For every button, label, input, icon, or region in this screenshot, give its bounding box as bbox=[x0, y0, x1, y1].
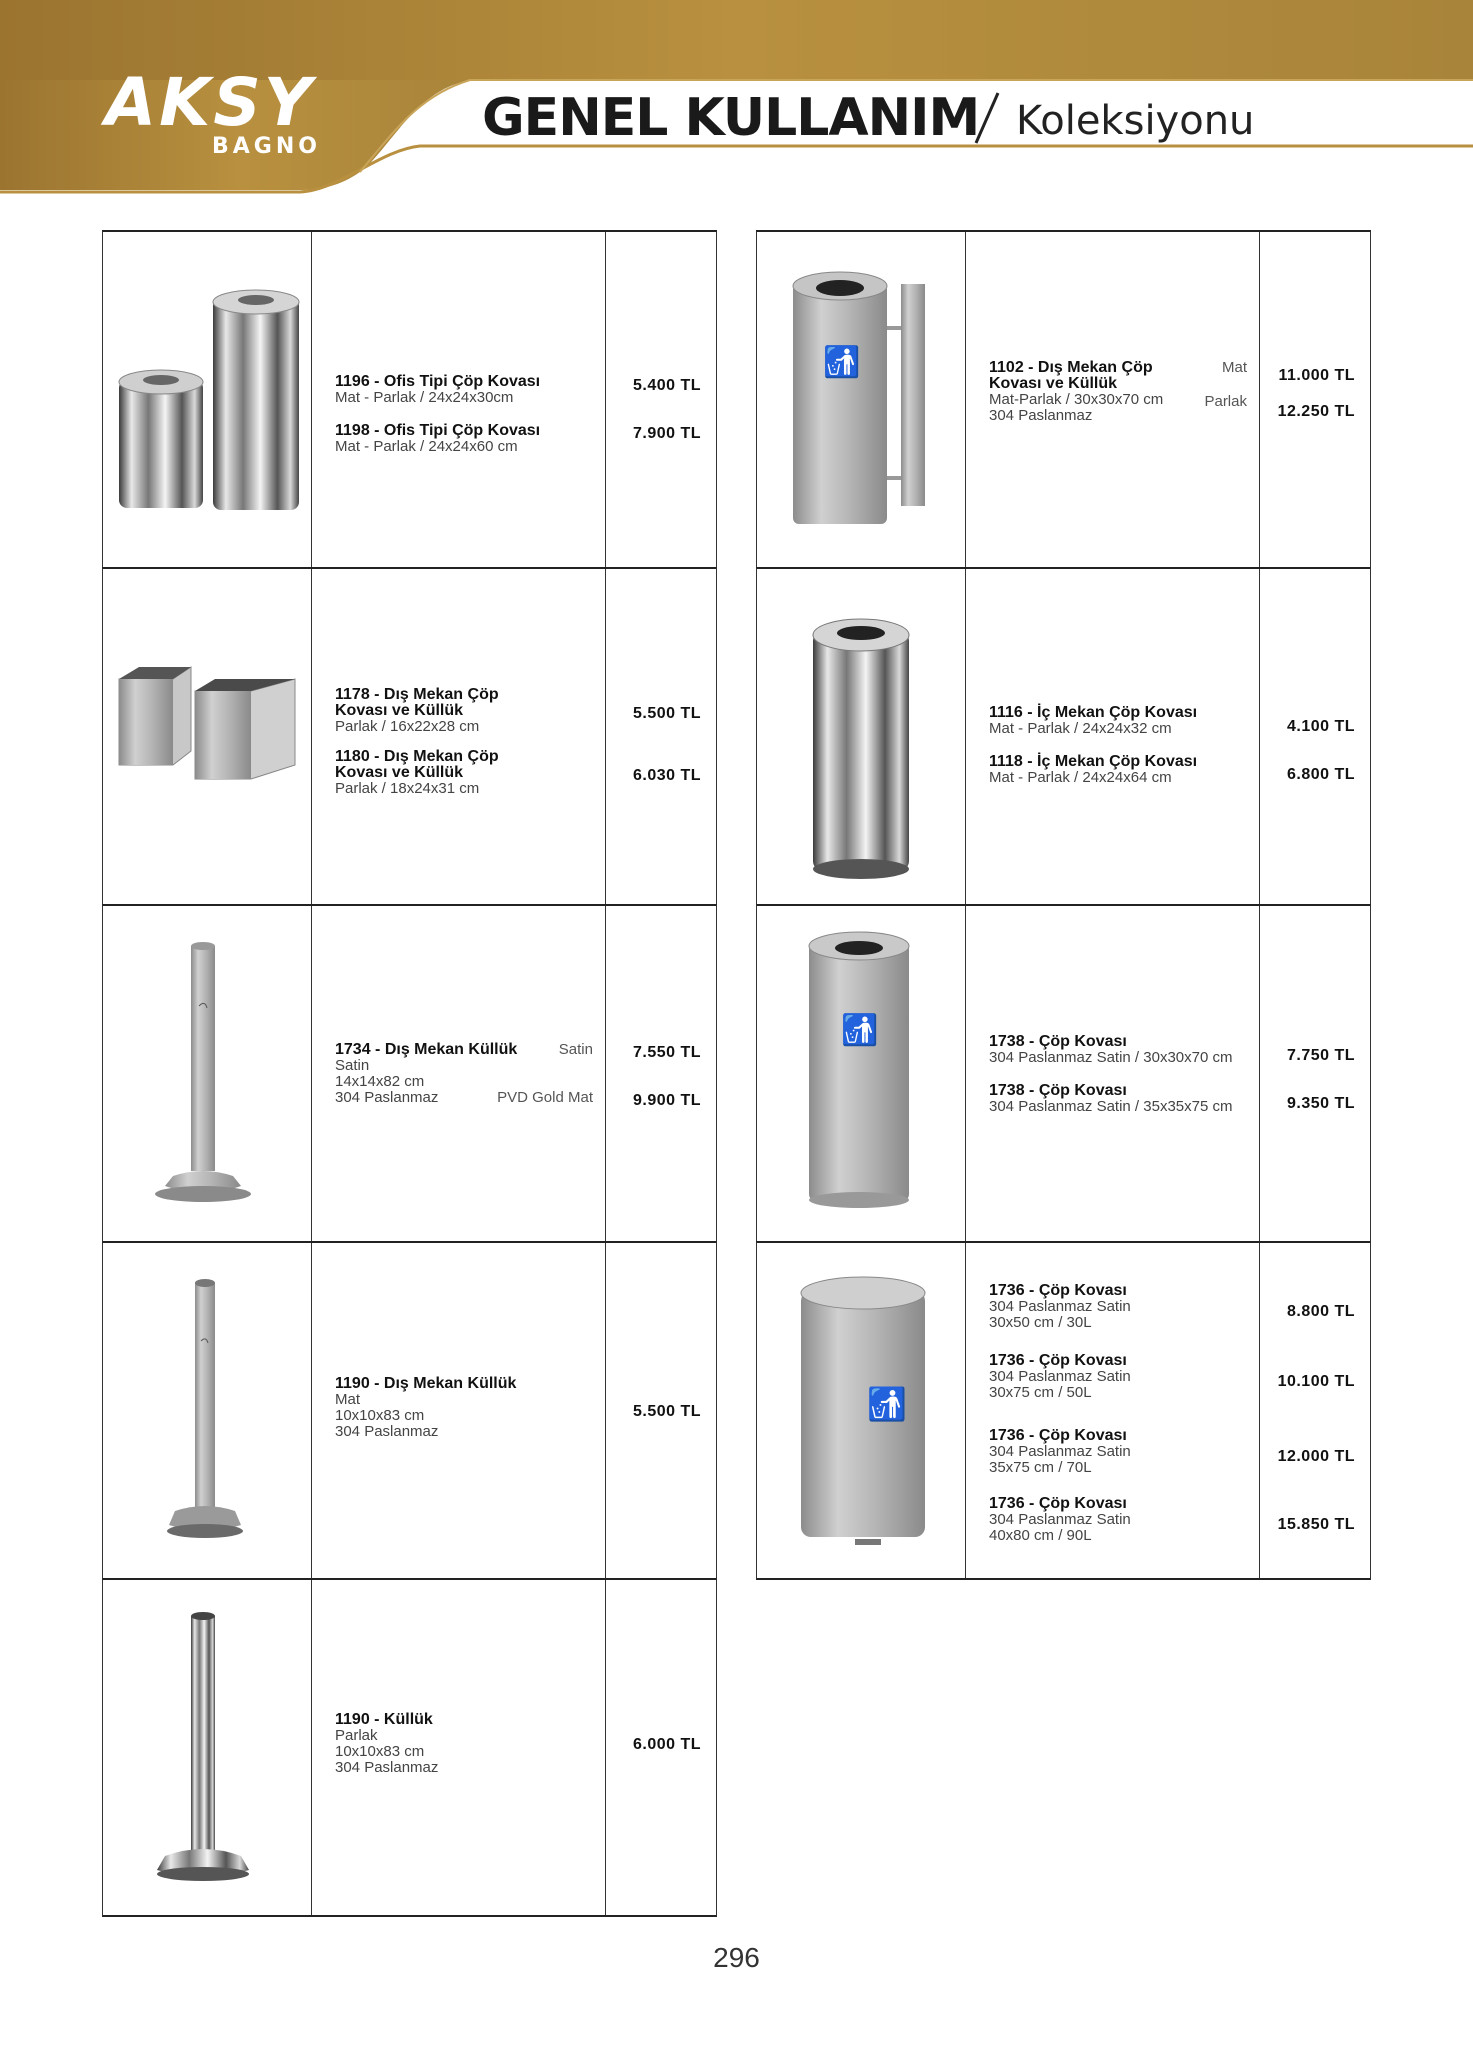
product-image-cell bbox=[103, 1243, 312, 1578]
product-entry bbox=[989, 1496, 1251, 1544]
product-name: 1178 - Dış Mekan Çöp bbox=[335, 686, 499, 703]
product-spec: 304 Paslanmaz Satin / 30x30x70 cm bbox=[989, 1049, 1233, 1066]
product-spec: 35x75 cm / 70L bbox=[989, 1459, 1092, 1476]
product-price: 6.030 TL bbox=[632, 767, 701, 784]
bin-with-ashtray-image bbox=[757, 232, 965, 567]
product-name-line2: Kovası ve Küllük bbox=[335, 702, 464, 719]
product-image-cell bbox=[103, 1580, 312, 1915]
page-subtitle: Koleksiyonu bbox=[1016, 98, 1255, 144]
product-spec: Satin bbox=[335, 1057, 370, 1074]
product-card bbox=[102, 904, 717, 1241]
product-finish-option: Parlak bbox=[1204, 393, 1247, 410]
product-spec: 304 Paslanmaz Satin bbox=[989, 1443, 1131, 1460]
product-spec: 30x50 cm / 30L bbox=[989, 1314, 1092, 1331]
product-spec: Mat - Parlak / 24x24x32 cm bbox=[989, 720, 1172, 737]
product-entry bbox=[335, 1042, 597, 1106]
product-spec: Parlak / 16x22x28 cm bbox=[335, 718, 480, 735]
product-name-line2: Kovası ve Küllük bbox=[989, 375, 1118, 392]
page-number: 296 bbox=[713, 1942, 760, 1973]
product-card bbox=[756, 567, 1371, 904]
pedal-bin-image bbox=[757, 1243, 965, 1578]
product-entry bbox=[989, 1283, 1251, 1331]
product-image-cell bbox=[103, 232, 312, 567]
product-spec: Mat bbox=[335, 1391, 361, 1408]
product-spec: 304 Paslanmaz Satin bbox=[989, 1298, 1131, 1315]
product-name: 1190 - Dış Mekan Küllük bbox=[335, 1375, 517, 1392]
product-name: 1736 - Çöp Kovası bbox=[989, 1427, 1127, 1444]
product-name: 1738 - Çöp Kovası bbox=[989, 1033, 1127, 1050]
product-card bbox=[756, 1241, 1371, 1580]
product-entry bbox=[989, 1353, 1251, 1401]
product-price: 15.850 TL bbox=[1277, 1516, 1355, 1533]
product-entry bbox=[989, 360, 1251, 424]
product-image-cell bbox=[103, 906, 312, 1241]
product-info-cell bbox=[311, 569, 606, 904]
product-price: 5.400 TL bbox=[632, 377, 701, 394]
product-price: 5.500 TL bbox=[632, 1403, 701, 1420]
product-price: 9.900 TL bbox=[632, 1092, 701, 1109]
brand-logo-text: AKSY bbox=[105, 64, 315, 141]
product-spec: 304 Paslanmaz bbox=[335, 1423, 439, 1440]
product-card bbox=[756, 904, 1371, 1241]
product-card bbox=[102, 567, 717, 904]
product-price: 9.350 TL bbox=[1286, 1095, 1355, 1112]
product-image-cell bbox=[757, 569, 966, 904]
product-info-cell bbox=[965, 569, 1260, 904]
product-info-cell bbox=[311, 1580, 606, 1915]
product-entry bbox=[335, 749, 597, 797]
product-name: 1196 - Ofis Tipi Çöp Kovası bbox=[335, 373, 541, 390]
price-cell bbox=[1259, 1243, 1371, 1578]
product-entry bbox=[335, 1376, 597, 1440]
price-cell bbox=[605, 1580, 717, 1915]
product-image-cell bbox=[757, 906, 966, 1241]
price-cell bbox=[1259, 906, 1371, 1241]
product-spec: 304 Paslanmaz Satin bbox=[989, 1368, 1131, 1385]
svg-text:🚮: 🚮 bbox=[867, 1385, 907, 1423]
product-spec: Mat-Parlak / 30x30x70 cm bbox=[989, 391, 1164, 408]
product-price: 6.800 TL bbox=[1286, 766, 1355, 783]
product-price: 7.750 TL bbox=[1286, 1047, 1355, 1064]
product-name: 1736 - Çöp Kovası bbox=[989, 1282, 1127, 1299]
product-name: 1734 - Dış Mekan Küllük bbox=[335, 1041, 518, 1058]
product-info-cell bbox=[311, 1243, 606, 1578]
square-bin-pair-image bbox=[103, 569, 311, 904]
product-entry bbox=[989, 1083, 1251, 1115]
product-image-cell bbox=[757, 232, 966, 567]
satin-bin-image bbox=[757, 906, 965, 1241]
brand-logo-subtext: BAGNO bbox=[212, 134, 321, 159]
product-name: 1736 - Çöp Kovası bbox=[989, 1495, 1127, 1512]
product-card bbox=[756, 230, 1371, 567]
product-entry bbox=[335, 423, 597, 455]
title-separator-slash bbox=[968, 88, 1008, 148]
bin-pair-image bbox=[103, 232, 311, 567]
product-entry bbox=[989, 1428, 1251, 1476]
product-card bbox=[102, 1578, 717, 1917]
product-spec: Parlak bbox=[335, 1727, 378, 1744]
product-card bbox=[102, 1241, 717, 1578]
product-price: 12.250 TL bbox=[1277, 403, 1355, 420]
product-price: 12.000 TL bbox=[1277, 1448, 1355, 1465]
price-cell bbox=[1259, 232, 1371, 567]
product-spec: 304 Paslanmaz bbox=[335, 1759, 439, 1776]
product-entry bbox=[989, 1034, 1251, 1066]
product-info-cell bbox=[311, 906, 606, 1241]
product-spec: 30x75 cm / 50L bbox=[989, 1384, 1092, 1401]
product-entry bbox=[335, 374, 597, 406]
product-spec: 10x10x83 cm bbox=[335, 1407, 425, 1424]
product-spec: 304 Paslanmaz Satin bbox=[989, 1511, 1131, 1528]
svg-text:🚮: 🚮 bbox=[841, 1013, 879, 1048]
price-cell bbox=[605, 906, 717, 1241]
indoor-bin-image bbox=[757, 569, 965, 904]
product-entry bbox=[989, 705, 1251, 737]
product-entry bbox=[335, 687, 597, 735]
product-name-line2: Kovası ve Küllük bbox=[335, 764, 464, 781]
product-price: 4.100 TL bbox=[1286, 718, 1355, 735]
product-price: 10.100 TL bbox=[1277, 1373, 1355, 1390]
product-entry bbox=[989, 754, 1251, 786]
product-finish-option: Satin bbox=[558, 1041, 593, 1058]
product-spec: Mat - Parlak / 24x24x60 cm bbox=[335, 438, 518, 455]
price-cell bbox=[605, 569, 717, 904]
product-finish-option: PVD Gold Mat bbox=[497, 1089, 593, 1106]
product-image-cell bbox=[103, 569, 312, 904]
price-cell bbox=[1259, 569, 1371, 904]
page-title: GENEL KULLANIM bbox=[482, 88, 980, 148]
product-name: 1116 - İç Mekan Çöp Kovası bbox=[989, 704, 1198, 721]
product-spec: 304 Paslanmaz bbox=[989, 407, 1093, 424]
product-card bbox=[102, 230, 717, 567]
page-header bbox=[0, 0, 1473, 200]
product-price: 5.500 TL bbox=[632, 705, 701, 722]
product-info-cell bbox=[965, 906, 1260, 1241]
product-spec: 10x10x83 cm bbox=[335, 1743, 425, 1760]
product-spec: 304 Paslanmaz Satin / 35x35x75 cm bbox=[989, 1098, 1233, 1115]
product-price: 7.550 TL bbox=[632, 1044, 701, 1061]
product-info-cell bbox=[965, 232, 1260, 567]
price-cell bbox=[605, 232, 717, 567]
ashtray-stand-image bbox=[103, 906, 311, 1241]
product-spec: 14x14x82 cm bbox=[335, 1073, 425, 1090]
price-cell bbox=[605, 1243, 717, 1578]
product-name: 1118 - İç Mekan Çöp Kovası bbox=[989, 753, 1198, 770]
product-name: 1180 - Dış Mekan Çöp bbox=[335, 748, 499, 765]
product-name: 1190 - Küllük bbox=[335, 1711, 433, 1728]
product-name: 1102 - Dış Mekan Çöp bbox=[989, 359, 1153, 376]
product-name: 1736 - Çöp Kovası bbox=[989, 1352, 1127, 1369]
product-price: 6.000 TL bbox=[632, 1736, 701, 1753]
product-spec: 40x80 cm / 90L bbox=[989, 1527, 1092, 1544]
product-spec: Mat - Parlak / 24x24x64 cm bbox=[989, 769, 1172, 786]
product-entry bbox=[335, 1712, 597, 1776]
svg-text:🚮: 🚮 bbox=[823, 345, 861, 380]
product-price: 11.000 TL bbox=[1278, 367, 1355, 384]
product-info-cell bbox=[311, 232, 606, 567]
product-finish-option: Mat bbox=[1221, 359, 1247, 376]
ashtray-stand-image bbox=[103, 1580, 311, 1915]
product-price: 7.900 TL bbox=[632, 425, 701, 442]
product-name: 1738 - Çöp Kovası bbox=[989, 1082, 1127, 1099]
ashtray-stand-image bbox=[103, 1243, 311, 1578]
product-image-cell bbox=[757, 1243, 966, 1578]
product-name: 1198 - Ofis Tipi Çöp Kovası bbox=[335, 422, 541, 439]
product-spec: 304 Paslanmaz bbox=[335, 1089, 439, 1106]
product-spec: Mat - Parlak / 24x24x30cm bbox=[335, 389, 514, 406]
product-price: 8.800 TL bbox=[1286, 1303, 1355, 1320]
product-info-cell bbox=[965, 1243, 1260, 1578]
product-spec: Parlak / 18x24x31 cm bbox=[335, 780, 480, 797]
